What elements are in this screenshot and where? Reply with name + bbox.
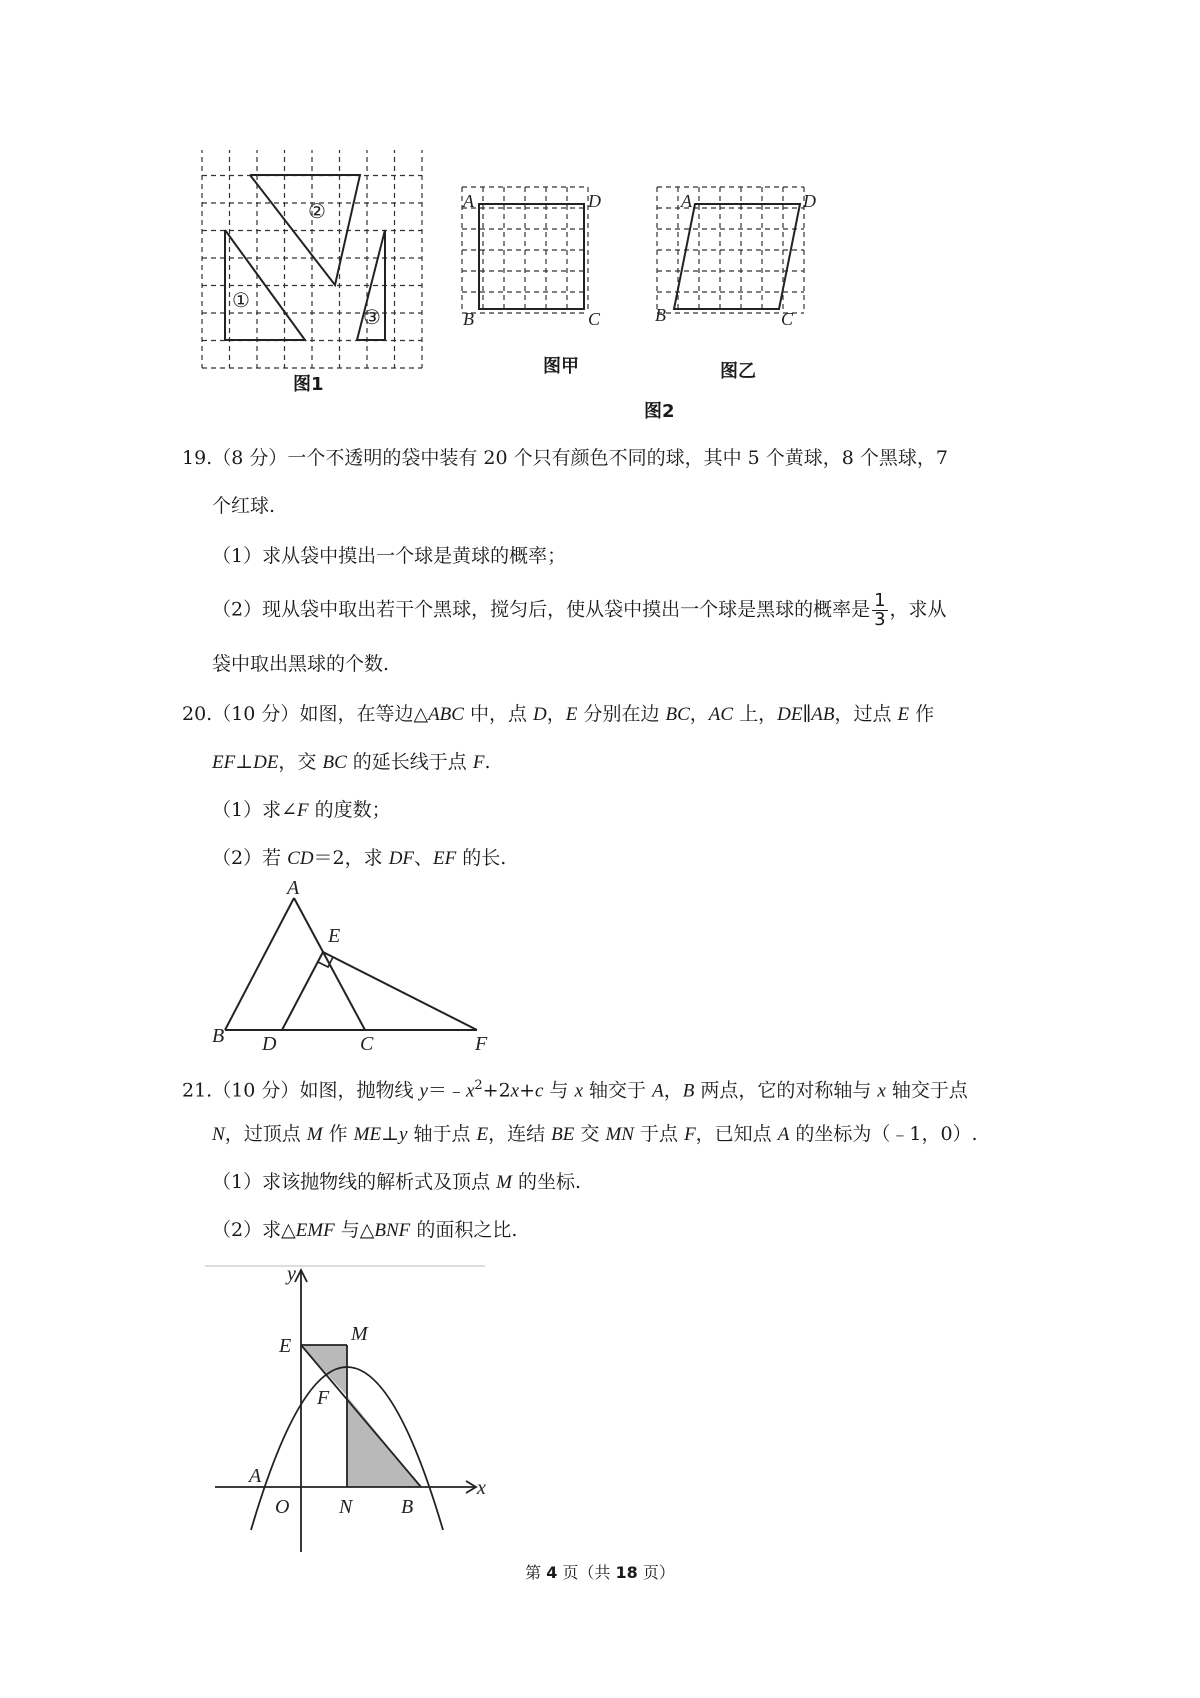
yi-label-c: C [781,309,794,329]
q20-label-a: A [287,880,300,899]
q19-line2: 个红球. [212,495,276,517]
q21-label-o: O [275,1496,290,1518]
figure-1 [200,150,425,380]
q21-label-e: E [279,1335,292,1357]
q20-line2: EF⊥DE，交 BC 的延长线于点 F. [212,751,491,773]
q20-points: （10 分） [212,703,300,725]
q21-label-a: A [249,1465,262,1487]
page-total: 18 [615,1563,638,1582]
q21-line2: N，过顶点 M 作 ME⊥y 轴于点 E，连结 BE 交 MN 于点 F，已知点 A 的坐标为（﹣1，0）. [212,1123,978,1145]
q21-part1: （1）求该抛物线的解析式及顶点 M 的坐标. [212,1171,582,1193]
q20-number: 20. [182,703,213,725]
q20-label-e: E [328,925,341,947]
fig1-label-2: ② [308,201,326,223]
q19-part1: （1）求从袋中摸出一个球是黄球的概率； [212,545,567,567]
q20-part2: （2）若 CD＝2，求 DF、EF 的长. [212,847,507,869]
q19-line1 [182,446,948,470]
q20-part1: （1）求∠F 的度数； [212,799,391,821]
figure-2-jia [460,185,610,335]
figure-2-yi [655,185,830,335]
yi-parallelogram [674,204,800,309]
fig1-caption: 图1 [293,374,324,395]
q21-label-x: x [477,1477,486,1499]
page-footer: 第 4 页（共 18 页） [525,1563,675,1582]
fig-jia-caption: 图甲 [543,356,579,377]
fig1-label-1: ① [232,290,250,312]
q20-label-b: B [212,1025,225,1047]
q21-label-y: y [287,1263,296,1285]
q21-label-f: F [317,1387,330,1409]
jia-label-b: B [463,309,474,329]
fraction-one-third: $\frac{1}{3}$ [874,590,886,630]
jia-label-c: C [588,309,601,329]
q21-part2: （2）求△EMF 与△BNF 的面积之比. [212,1219,518,1241]
q20-label-f: F [475,1033,488,1055]
q20-label-c: C [360,1033,374,1055]
q21-label-m: M [351,1323,368,1345]
yi-label-a: A [681,191,692,211]
q21-figure [205,1262,495,1552]
yi-label-d: D [803,191,816,211]
q21-line1: 21.（10 分）如图，抛物线 $y=﹣x^2+2x+c$ 与 x 轴交于 A，B 两点，它的对称轴与 x 轴交于点 [182,1078,968,1102]
fig1-label-3: ③ [363,307,381,329]
jia-square [479,204,584,309]
q19-stem-1: 一个不透明的袋中装有 20 个只有颜色不同的球，其中 5 个黄球，8 个黑球，7 [287,447,949,469]
q19-part2: （2）现从袋中取出若干个黑球，搅匀后，使从袋中摸出一个球是黑球的概率是 $\frac{1}{3}$ ，求从 [212,590,947,630]
q19-points: （8 分） [212,447,288,469]
q21-points: （10 分） [212,1079,300,1102]
q21-number: 21. [182,1079,213,1102]
yi-label-b: B [655,305,666,325]
jia-label-d: D [588,191,601,211]
page-number: 4 [546,1563,558,1582]
q20-label-d: D [262,1033,277,1055]
fig2-caption: 图2 [644,401,675,422]
q19-part2-line2: 袋中取出黑球的个数. [212,653,390,675]
q20-line1: 20.（10 分）如图，在等边△ABC 中，点 D，E 分别在边 BC，AC 上，DE∥AB，过点 E 作 [182,703,935,725]
q19-number: 19. [182,447,213,469]
q21-label-b: B [401,1496,414,1518]
fig-yi-caption: 图乙 [720,361,756,382]
jia-label-a: A [463,191,474,211]
q21-label-n: N [339,1496,353,1518]
q20-figure [205,880,505,1060]
